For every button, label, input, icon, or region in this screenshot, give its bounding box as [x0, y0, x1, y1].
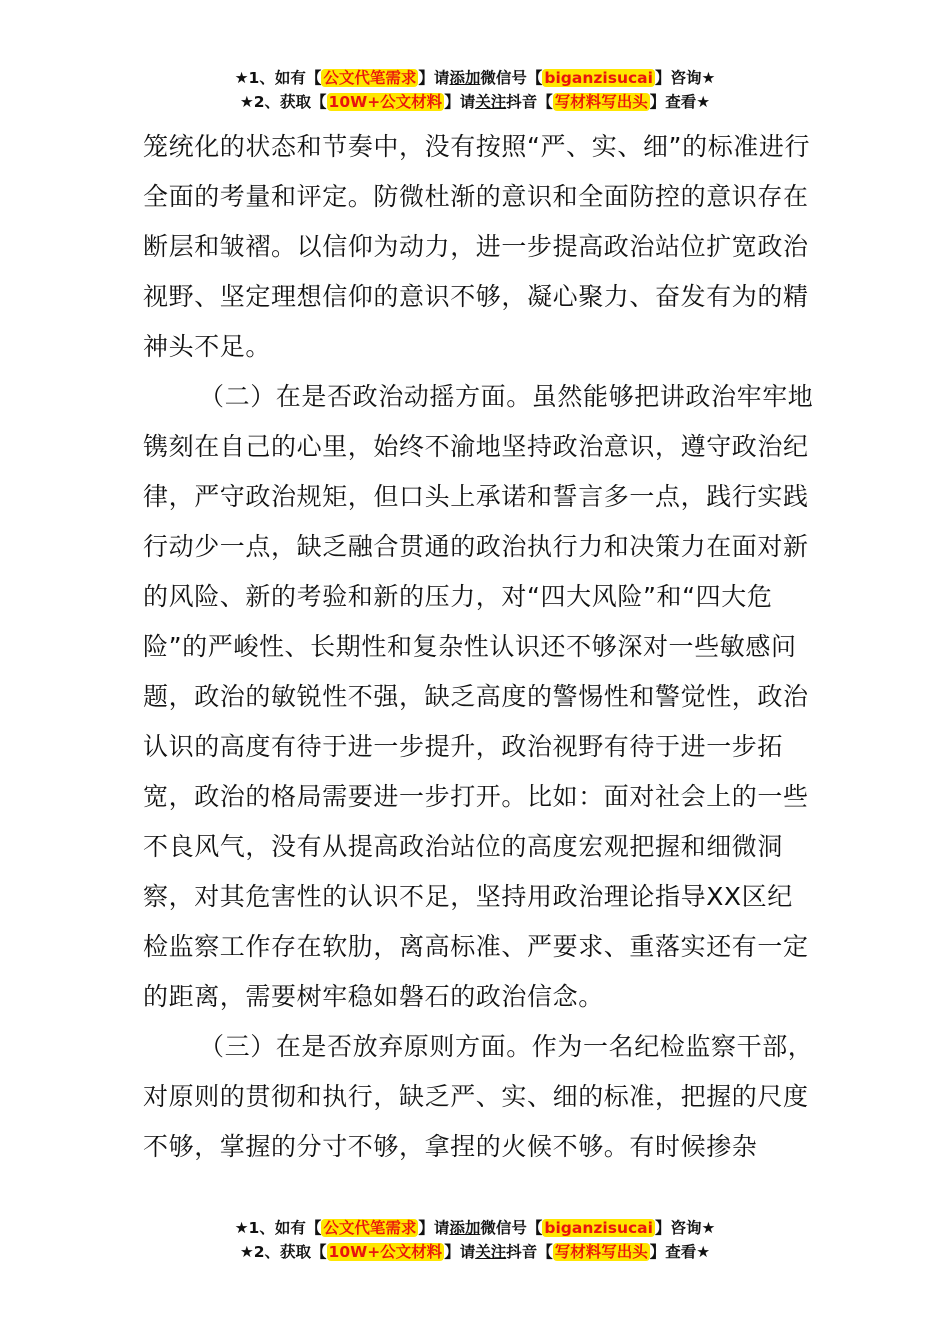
- banner-emphasis: 关注: [475, 1243, 507, 1261]
- banner-line-1: [0, 1216, 950, 1240]
- banner-text: ★2、获取【: [239, 1243, 327, 1261]
- header-banner: [0, 66, 950, 114]
- banner-text: 抖音【: [506, 1243, 553, 1261]
- banner-emphasis: 关注: [475, 93, 507, 111]
- banner-line-2: [0, 90, 950, 114]
- highlight-service: 公文代笔需求: [323, 69, 417, 87]
- banner-text: 】查看★: [649, 93, 711, 111]
- banner-text: ★2、获取【: [239, 93, 327, 111]
- banner-text: 】查看★: [649, 1243, 711, 1261]
- banner-text: ★1、如有【: [234, 1219, 322, 1237]
- highlight-douyin-account: 写材料写出头: [554, 1243, 648, 1261]
- paragraph-section-2: （二）在是否政治动摇方面。虽然能够把讲政治牢牢地镌刻在自己的心里，始终不渝地坚持政治意识，遵守政治纪律，严守政治规矩，但口头上承诺和誓言多一点，践行实践行动少一点，缺乏融合贯通的政治执行力和决策力在面对新的风险、新的考验和新的压力，对“四大风险”和“四大危险”的严峻性、长期性和复杂性认识还不够深对一些敏感问题，政治的敏锐性不强，缺乏高度的警惕性和警觉性，政治认识的高度有待于进一步提升，政治视野有待于进一步拓宽，政治的格局需要进一步打开。比如：面对社会上的一些不良风气，没有从提高政治站位的高度宏观把握和细微洞察，对其危害性的认识不足，坚持用政治理论指导XX区纪检监察工作存在软肋，离高标准、严要求、重落实还有一定的距离，需要树牢稳如磐石的政治信念。: [143, 382, 814, 1011]
- highlight-materials: 10W+公文材料: [328, 93, 443, 111]
- banner-text: 微信号【: [480, 69, 543, 87]
- banner-text: 抖音【: [506, 93, 553, 111]
- document-body: [143, 122, 815, 1172]
- banner-text: 】咨询★: [654, 69, 716, 87]
- banner-text: 】咨询★: [654, 1219, 716, 1237]
- banner-text: 】请: [418, 1219, 450, 1237]
- paragraph-continuation: 笼统化的状态和节奏中，没有按照“严、实、细”的标准进行全面的考量和评定。防微杜渐的意识和全面防控的意识存在断层和皱褶。以信仰为动力，进一步提高政治站位扩宽政治视野、坚定理想信仰的意识不够，凝心聚力、奋发有为的精神头不足。: [143, 132, 811, 361]
- highlight-wechat-id: biganzisucai: [544, 69, 653, 87]
- highlight-service: 公文代笔需求: [323, 1219, 417, 1237]
- banner-line-1: [0, 66, 950, 90]
- banner-text: 】请: [444, 1243, 476, 1261]
- banner-line-2: [0, 1240, 950, 1264]
- highlight-wechat-id: biganzisucai: [544, 1219, 653, 1237]
- highlight-douyin-account: 写材料写出头: [554, 93, 648, 111]
- banner-text: 微信号【: [480, 1219, 543, 1237]
- banner-text: 】请: [444, 93, 476, 111]
- banner-text: 】请: [418, 69, 450, 87]
- paragraph-section-3: （三）在是否放弃原则方面。作为一名纪检监察干部，对原则的贯彻和执行，缺乏严、实、细的标准，把握的尺度不够，掌握的分寸不够，拿捏的火候不够。有时候掺杂: [143, 1032, 814, 1161]
- highlight-materials: 10W+公文材料: [328, 1243, 443, 1261]
- banner-text: ★1、如有【: [234, 69, 322, 87]
- banner-emphasis: 添加: [449, 1219, 481, 1237]
- banner-emphasis: 添加: [449, 69, 481, 87]
- footer-banner: [0, 1216, 950, 1264]
